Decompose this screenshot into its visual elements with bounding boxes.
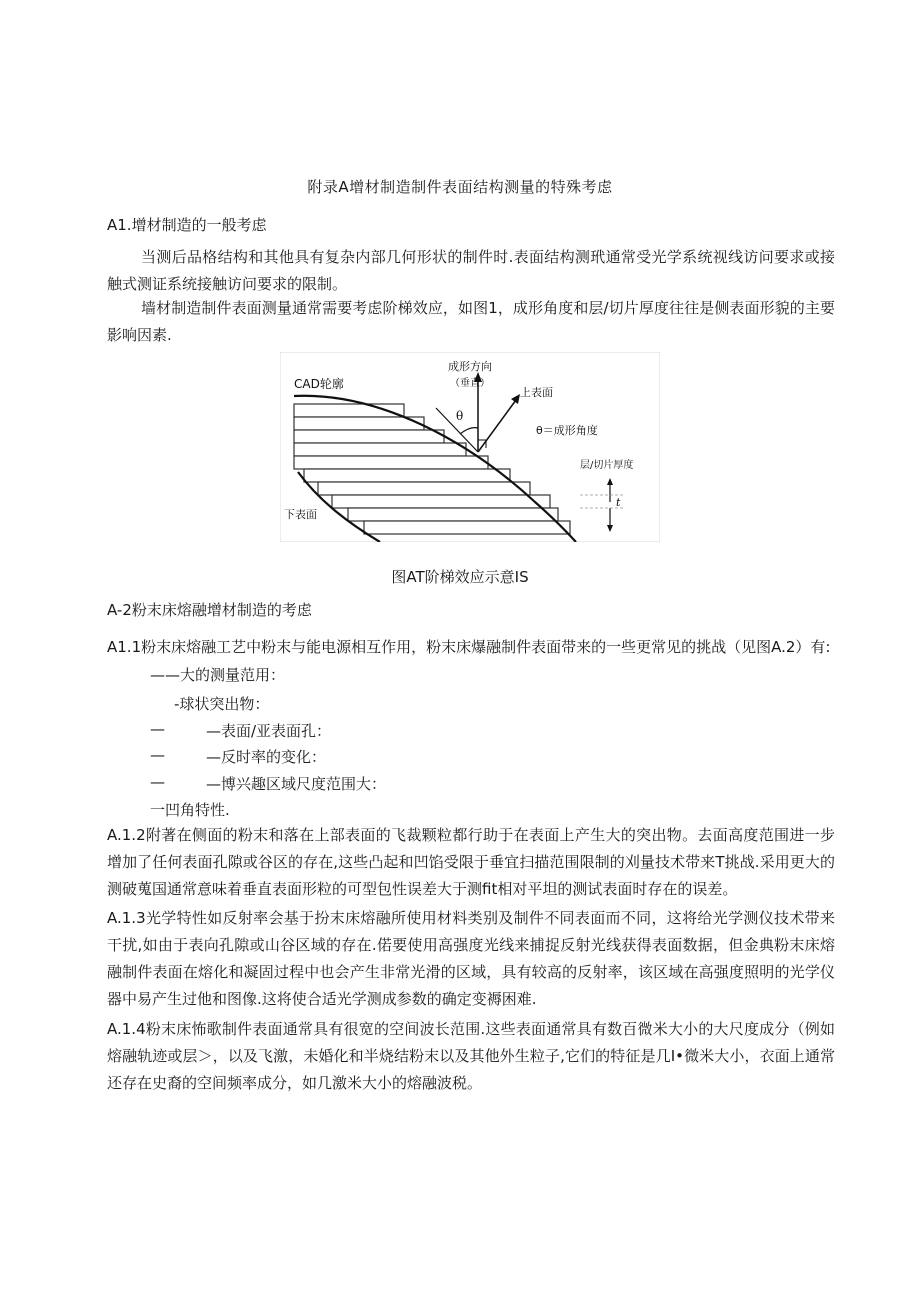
- label-cad: CAD轮廓: [294, 377, 344, 391]
- staircase-effect-figure: [280, 352, 660, 542]
- list-item: 一凹角特性.: [150, 801, 230, 819]
- a11-intro: A1.1粉末床熔融工艺中粉末与能电源相互作用，粉末床爆融制件表面带来的一些更常见的挑战（见图A.2）有:: [107, 638, 831, 656]
- section-a1-paragraph-1: 当测后品格结构和其他具有复杂内部几何形状的制件时.表面结构测玳通常受光学系统视线访问要求或接触式测证系统接触访问要求的限制。: [107, 248, 835, 293]
- list-item: —反时率的变化：: [206, 748, 327, 766]
- list-item: —博兴趣区域尺度范围大：: [206, 775, 387, 793]
- list-dash: —: [150, 773, 165, 791]
- section-a1-paragraph-2: 墙材制造制件表面测量通常需要考虑阶梯效应，如图1，成形角度和层/切片厚度往往是侧表面形貌的主要影响因素.: [107, 299, 835, 344]
- layer-7: [318, 482, 530, 495]
- list-item: ——大的测量范用：: [150, 666, 286, 684]
- label-direction: 成形方向: [448, 360, 492, 373]
- label-theta-def: θ＝成形角度: [536, 424, 598, 437]
- list-dash: —: [150, 746, 165, 764]
- label-theta: θ: [456, 409, 464, 423]
- paragraph-a12: A.1.2附著在侧面的粉末和落在上部表面的飞裁颗粒都行助于在表面上产生大的突出物。去面高度范围进一步增加了任何表面孔隙或谷区的存在,这些凸起和凹馅受限于垂宜扫描范围限制的刈量技术带来T挑战.采用更大的测破蒐国通常意味着垂直表面形粒的可型包性误差大于测fit相对平坦的测试表面时存在的误差。: [107, 826, 835, 898]
- list-item: —表面/亚表面孔：: [206, 722, 332, 740]
- figure-caption: 图AT阶梯效应示意IS: [391, 568, 529, 586]
- layer-4: [294, 443, 466, 456]
- layer-3: [294, 430, 444, 443]
- paragraph-a14: A.1.4粉末床怖歌制件表面通常具有很宽的空间波长范围.这些表面通常具有数百微米大小的大尺度成分（例如熔融轨迹或层＞，以及飞激，未婚化和半烧结粉末以及其他外生粒子,它们的特征是几I•微米大小，衣面上通常还存在史裔的空间频率成分，如几激米大小的熔融波税。: [107, 1020, 835, 1092]
- layer-8: [332, 495, 550, 508]
- layer-2: [294, 417, 424, 430]
- label-lower: 下表面: [284, 508, 317, 521]
- paragraph-a13: A.1.3光学特性如反射率会基于扮末床熔融所使用材料类别及制件不同表面而不同，这将给光学测仪技术带来干扰,如由于表向孔隙或山谷区域的存在.偌要使用高强度光线来捕捉反射光线获得表面数据，但金典粉末床熔融制件表面在熔化和凝固过程中也会产生非常光滑的区域，具有较高的反射率，该区域在高强度照明的光学仪器中易产生过他和图像.这将使合适光学测成参数的确定变褥困难.: [107, 909, 835, 1008]
- layer-5: [294, 456, 488, 469]
- section-a2-heading: A-2粉末床熔融增材制造的考虑: [107, 601, 312, 619]
- layer-9: [348, 508, 558, 521]
- staircase-diagram: [280, 352, 660, 542]
- label-upper: 上表面: [520, 386, 553, 399]
- section-a1-heading: A1.增材制造的一般考虑: [107, 216, 267, 234]
- list-item: -球状突出物：: [174, 695, 270, 713]
- label-direction-sub: （垂直）: [450, 378, 490, 389]
- list-dash: —: [150, 720, 165, 738]
- label-t: t: [616, 496, 621, 509]
- appendix-title: 附录A增材制造制件表面结构测量的特殊考虑: [307, 178, 613, 196]
- layer-10: [364, 521, 570, 534]
- label-thickness: 层/切片厚度: [580, 460, 634, 471]
- layer-6: [304, 469, 510, 482]
